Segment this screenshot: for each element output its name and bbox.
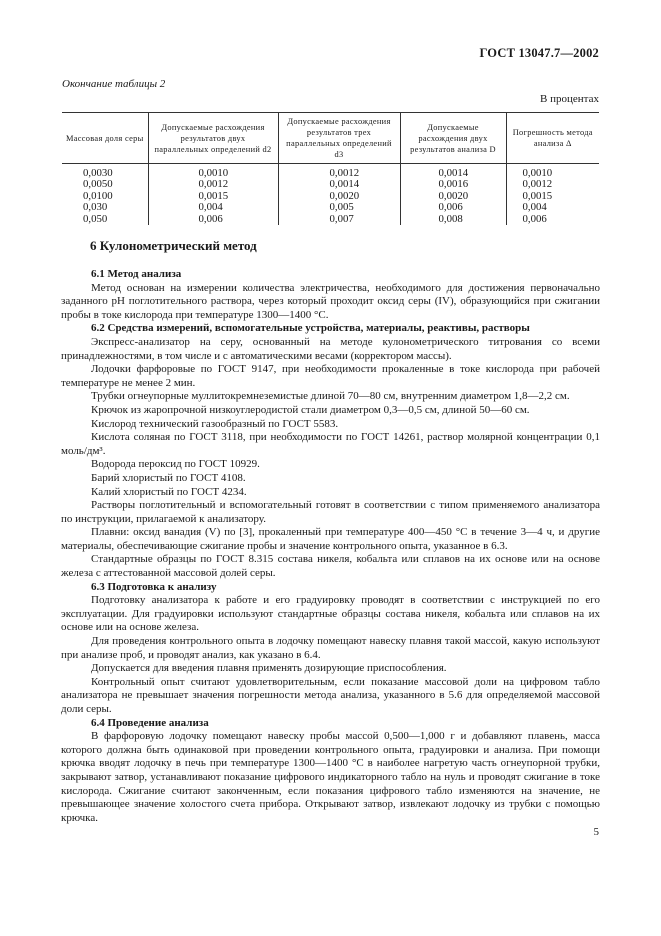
table-caption: Окончание таблицы 2 (62, 78, 166, 90)
column-header: Допускаемые расхождения результатов трех параллельных определений d3 (278, 113, 400, 164)
sulfur-fraction-column (62, 164, 148, 226)
paragraph: Крючок из жаропрочной низкоуглеродистой стали диаметром 0,3—0,5 см, длиной 50—60 см. (91, 403, 530, 416)
table-cell: 0,007 (329, 212, 354, 225)
table-cell: 0,0030 (83, 167, 113, 179)
section-title: 6 Кулонометрический метод (90, 238, 257, 253)
standard-number: ГОСТ 13047.7—2002 (479, 46, 599, 60)
table-cell: 0,0012 (198, 178, 229, 191)
paragraph: В фарфоровую лодочку помещают навеску пробы массой 0,500—1,000 г и добавляют плавень, масса которого должна быть одинаковой при проведении контрольного опыта, градуировки и анализа. При помощи крючка вводят лодочку в печь при температуре 1300—1400 °С в наиболее нагретую часть огнеупорной трубки, закрывают затвор, устанавливают показание цифрового индикаторного табло на нуль и проводят сжигание в токе кислорода. Сжигание считают законченным, если показания цифрового табло изменяются на значение, не превышающее значение холостого счета прибора. Открывают затвор, извлекают лодочку из трубки с помощью крючка. (61, 730, 600, 824)
table-cell: 0,006 (198, 212, 223, 225)
table-cell: 0,006 (438, 201, 463, 214)
table-cell: 0,0014 (438, 167, 469, 179)
table-cell: 0,0020 (329, 189, 360, 202)
paragraph: Растворы поглотительный и вспомогательный готовят в соответствии с типом применяемого анализатора по инструкции, прилагаемой к анализатору. (61, 499, 600, 525)
paragraph: Кислота соляная по ГОСТ 3118, при необходимости по ГОСТ 14261, раствор молярной концентрации 0,1 моль/дм³. (61, 431, 600, 457)
column-header: Допускаемые расхождения двух результатов анализа D (400, 113, 506, 164)
table-cell: 0,0100 (83, 189, 113, 202)
paragraph: Контрольный опыт считают удовлетворительным, если показание массовой доли на цифровом табло анализатора не превышает значения погрешности метода анализа, указанного в 5.6 для определяемой массовой доли серы. (61, 675, 600, 715)
table-cell: 0,004 (198, 201, 223, 214)
table-units: В процентах (540, 93, 599, 105)
column-header: Массовая доля серы (62, 113, 148, 164)
table-cell: 0,0010 (198, 167, 229, 179)
table-cell: 0,0010 (522, 167, 553, 179)
sulfur-tolerance-table (62, 112, 599, 225)
D-column (400, 164, 506, 226)
paragraph: Стандартные образцы по ГОСТ 8.315 состава никеля, кобальта или сплавов на их основе или на основе железа с аттестованной массовой долей серы. (61, 553, 600, 580)
paragraph: Для проведения контрольного опыта в лодочку помещают навеску плавня такой массой, какую используют при анализе проб, и проводят анализ, как указано в 6.4. (61, 635, 600, 661)
table-cell: 0,008 (438, 212, 463, 225)
error-column (506, 164, 599, 226)
table-cell: 0,004 (522, 201, 547, 214)
d3-column (278, 164, 400, 226)
table-cell: 0,0015 (522, 189, 553, 202)
paragraph: Трубки огнеупорные муллитокремнеземистые длиной 70—80 см, внутренним диаметром 1,8—2,2 см. (91, 390, 570, 403)
table-cell: 0,050 (83, 212, 108, 225)
paragraph: Кислород технический газообразный по ГОСТ 5583. (91, 417, 339, 430)
table-cell: 0,0012 (522, 178, 553, 191)
subsection-title: 6.1 Метод анализа (91, 268, 182, 280)
table-cell: 0,006 (522, 212, 547, 225)
table-cell: 0,030 (83, 201, 108, 214)
subsection-title: 6.4 Проведение анализа (91, 716, 209, 729)
paragraph: Экспресс-анализатор на серу, основанный на методе кулонометрического титрования со всеми принадлежностями, в том числе и с автоматическими весами (корректором массы). (61, 335, 600, 362)
paragraph: Плавни: оксид ванадия (V) по [3], прокаленный при температуре 400—450 °С в течение 3—4 ч, и другие материалы, обеспечивающие сжигание пробы и значение контрольного опыта, указанное в 6.3. (61, 526, 600, 552)
subsection-title: 6.2 Средства измерений, вспомогательные устройства, материалы, реактивы, растворы (91, 322, 530, 335)
document-body (61, 238, 600, 825)
paragraph: Барий хлористый по ГОСТ 4108. (91, 471, 246, 484)
column-header: Погрешность метода анализа Δ (506, 113, 599, 164)
paragraph: Метод основан на измерении количества электричества, необходимого для достижения первоначально заданного pH поглотительного раствора, через который проходит оксид серы (IV), образующийся при сжигании пробы в токе кислорода при температуре 1300—1400 °С. (61, 281, 600, 321)
paragraph: Калий хлористый по ГОСТ 4234. (91, 485, 247, 498)
table-cell: 0,0012 (329, 167, 360, 179)
table-cell: 0,005 (329, 201, 354, 214)
paragraph: Подготовку анализатора к работе и его градуировку проводят в соответствии с инструкцией по его эксплуатации. Для градуировки используют стандартные образцы состава никеля, кобальта или сплавов на их основе или на основе железа. (61, 594, 600, 634)
column-header: Допускаемые расхождения результатов двух параллельных определений d2 (148, 113, 278, 164)
table-cell: 0,0015 (198, 189, 229, 202)
paragraph: Водорода пероксид по ГОСТ 10929. (91, 458, 260, 471)
paragraph: Допускается для введения плавня применять дозирующие приспособления. (91, 662, 447, 675)
table-cell: 0,0050 (83, 178, 113, 191)
table-cell: 0,0014 (329, 178, 360, 191)
d2-column (148, 164, 278, 226)
table-cell: 0,0016 (438, 178, 469, 191)
table-cell: 0,0020 (438, 189, 469, 202)
subsection-title: 6.3 Подготовка к анализу (91, 580, 217, 593)
page-number: 5 (593, 826, 599, 838)
paragraph: Лодочки фарфоровые по ГОСТ 9147, при необходимости прокаленные в токе кислорода при рабочей температуре не менее 2 мин. (61, 363, 600, 389)
